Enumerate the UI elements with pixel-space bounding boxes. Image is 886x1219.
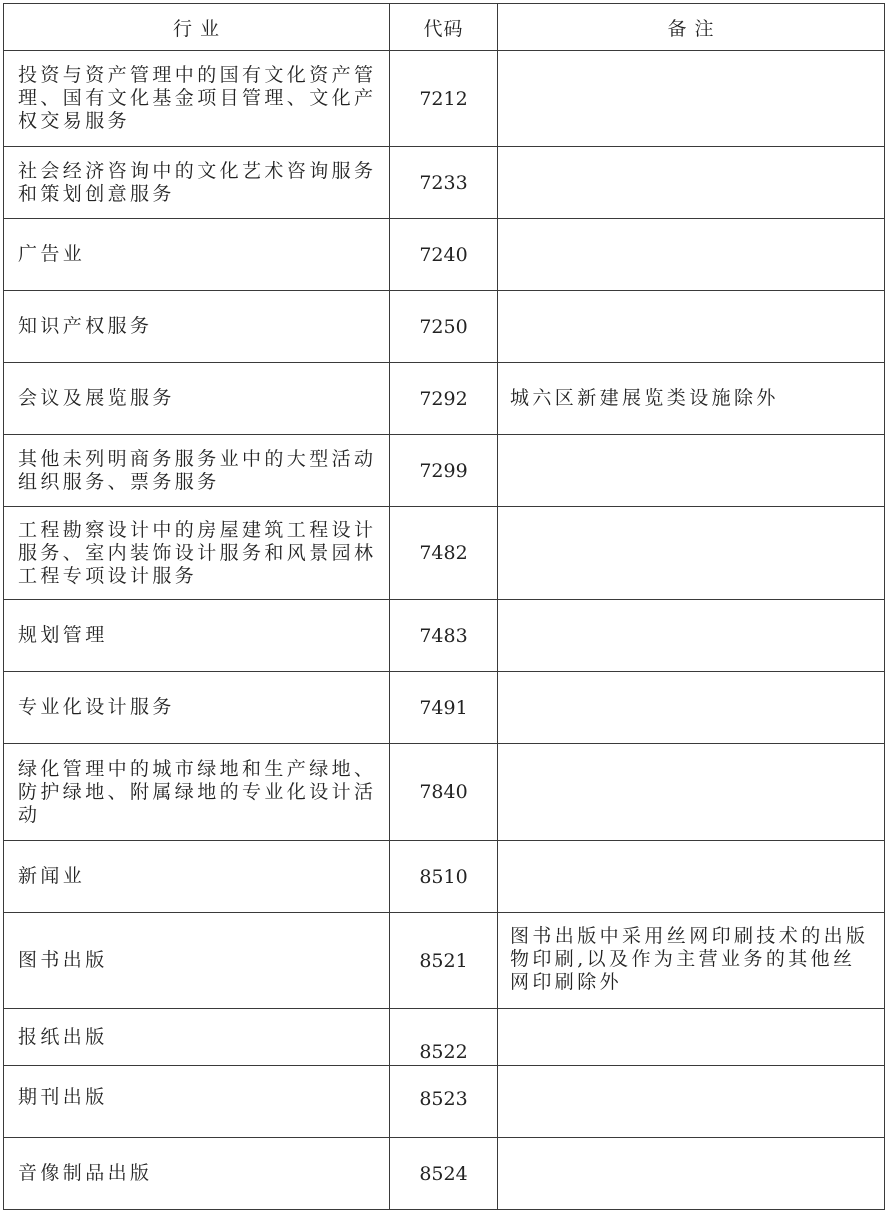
industry-code: 7482 — [390, 507, 498, 600]
industry-code: 8510 — [390, 841, 498, 913]
industry-name: 报纸出版 — [4, 1009, 390, 1066]
table-row — [4, 913, 885, 1009]
industry-code: 7250 — [390, 291, 498, 363]
industry-name: 专业化设计服务 — [4, 672, 390, 744]
industry-code: 7299 — [390, 435, 498, 507]
header-remark: 备 注 — [498, 4, 885, 51]
industry-name: 社会经济咨询中的文化艺术咨询服务和策划创意服务 — [4, 147, 390, 219]
industry-remark — [498, 1138, 885, 1210]
industry-remark — [498, 1009, 885, 1066]
industry-remark — [498, 1066, 885, 1138]
industry-remark — [498, 219, 885, 291]
industry-name: 广告业 — [4, 219, 390, 291]
table-row — [4, 507, 885, 600]
header-row — [4, 4, 885, 51]
industry-code: 7840 — [390, 744, 498, 841]
industry-remark: 城六区新建展览类设施除外 — [498, 363, 885, 435]
table-row — [4, 672, 885, 744]
industry-code: 7292 — [390, 363, 498, 435]
industry-table — [3, 3, 885, 1210]
table-row — [4, 363, 885, 435]
industry-remark — [498, 744, 885, 841]
table-row — [4, 1138, 885, 1210]
table-row — [4, 841, 885, 913]
industry-name: 绿化管理中的城市绿地和生产绿地、防护绿地、附属绿地的专业化设计活动 — [4, 744, 390, 841]
industry-name: 其他未列明商务服务业中的大型活动组织服务、票务服务 — [4, 435, 390, 507]
industry-remark: 图书出版中采用丝网印刷技术的出版物印刷,以及作为主营业务的其他丝网印刷除外 — [498, 913, 885, 1009]
industry-name: 图书出版 — [4, 913, 390, 1009]
industry-remark — [498, 841, 885, 913]
table-row — [4, 219, 885, 291]
industry-remark — [498, 672, 885, 744]
table-row — [4, 1009, 885, 1066]
industry-code: 8523 — [390, 1066, 498, 1138]
industry-name: 会议及展览服务 — [4, 363, 390, 435]
industry-remark — [498, 600, 885, 672]
industry-name: 投资与资产管理中的国有文化资产管理、国有文化基金项目管理、文化产权交易服务 — [4, 51, 390, 147]
industry-name: 音像制品出版 — [4, 1138, 390, 1210]
industry-code: 7240 — [390, 219, 498, 291]
table-row — [4, 435, 885, 507]
header-industry: 行 业 — [4, 4, 390, 51]
industry-remark — [498, 51, 885, 147]
table-row — [4, 600, 885, 672]
industry-code: 8524 — [390, 1138, 498, 1210]
industry-code: 7233 — [390, 147, 498, 219]
industry-code: 7483 — [390, 600, 498, 672]
table-row — [4, 1066, 885, 1138]
table-row — [4, 744, 885, 841]
industry-remark — [498, 435, 885, 507]
industry-code: 8522 — [390, 1009, 498, 1066]
industry-code: 8521 — [390, 913, 498, 1009]
industry-name: 新闻业 — [4, 841, 390, 913]
industry-remark — [498, 147, 885, 219]
table-row — [4, 51, 885, 147]
table-row — [4, 147, 885, 219]
header-code: 代码 — [390, 4, 498, 51]
industry-name: 知识产权服务 — [4, 291, 390, 363]
industry-code: 7212 — [390, 51, 498, 147]
industry-code: 7491 — [390, 672, 498, 744]
table-row — [4, 291, 885, 363]
industry-name: 期刊出版 — [4, 1066, 390, 1138]
industry-name: 工程勘察设计中的房屋建筑工程设计服务、室内装饰设计服务和风景园林工程专项设计服务 — [4, 507, 390, 600]
industry-remark — [498, 507, 885, 600]
industry-remark — [498, 291, 885, 363]
industry-name: 规划管理 — [4, 600, 390, 672]
